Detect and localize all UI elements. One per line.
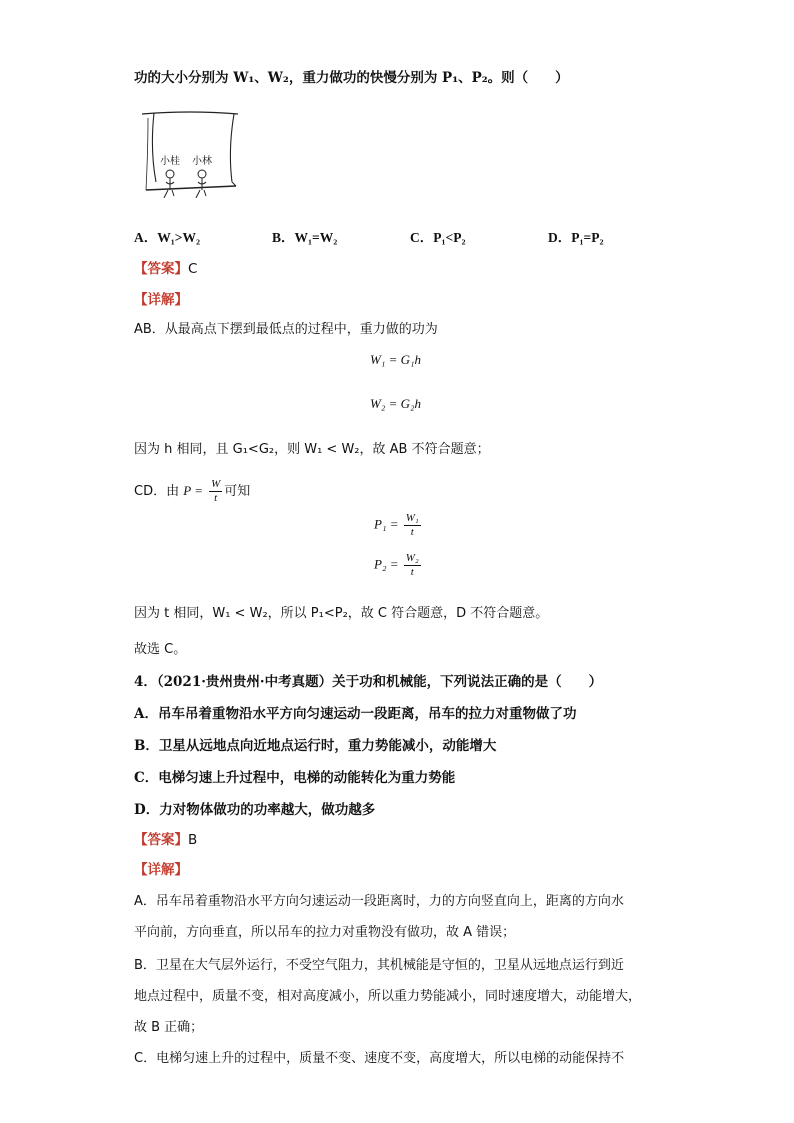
q4-option-a: A．吊车吊着重物沿水平方向匀速运动一段距离，吊车的拉力对重物做了功	[134, 706, 577, 722]
option-c: C．P₁<P₂	[410, 230, 466, 245]
detail-because2-line: 因为 t 相同，W₁ < W₂，所以 P₁<P₂，故 C 符合题意，D 不符合题意。	[134, 606, 549, 621]
equation-p2	[374, 552, 423, 579]
q4-detail-tag	[134, 858, 188, 878]
q4-detail-line: 地点过程中，质量不变，相对高度减小，所以重力势能减小，同时速度增大，动能增大，	[134, 989, 642, 1004]
detail-ab-line: AB．从最高点下摆到最低点的过程中，重力做的功为	[134, 322, 438, 337]
option-d: D．P₁=P₂	[548, 230, 604, 245]
eq-p1-fraction	[404, 512, 421, 539]
q4-detail-line: B．卫星在大气层外运行，不受空气阻力，其机械能是守恒的，卫星从远地点运行到近	[134, 958, 624, 973]
eq-p2-left: P₂ =	[374, 556, 399, 572]
detail-tag	[134, 288, 188, 308]
question-4-stem: 4．（2021·贵州贵州·中考真题）关于功和机械能，下列说法正确的是（ ）	[134, 674, 603, 690]
option-a: A．W₁>W₂	[134, 230, 201, 245]
q4-detail-tag-text: 【详解】	[134, 862, 188, 878]
q4-detail-line: 故 B 正确；	[134, 1020, 204, 1035]
q4-option-c: C．电梯匀速上升过程中，电梯的动能转化为重力势能	[134, 770, 456, 786]
q4-answer-line	[134, 828, 197, 848]
detail-cd-line	[134, 478, 250, 505]
figure-label-right: 小林	[192, 156, 212, 167]
answer-line	[134, 257, 197, 277]
fraction-denominator: t	[410, 566, 414, 578]
swing-figure	[140, 110, 240, 198]
fraction-numerator: W₂	[405, 552, 419, 564]
eq-p1-left: P₁ =	[374, 516, 399, 532]
fraction-denominator: t	[410, 526, 414, 538]
option-b: B．W₁=W₂	[272, 230, 338, 245]
q4-option-d: D．力对物体做功的功率越大，做功越多	[134, 802, 376, 818]
figure-label-left: 小桂	[160, 156, 180, 167]
detail-because-line: 因为 h 相同，且 G₁<G₂，则 W₁ < W₂，故 AB 不符合题意；	[134, 442, 490, 457]
fraction-numerator: W	[211, 478, 221, 490]
q4-option-b: B．卫星从远地点向近地点运行时，重力势能减小，动能增大	[134, 738, 497, 754]
q4-detail-line: 平向前，方向垂直，所以吊车的拉力对重物没有做功，故 A 错误；	[134, 925, 516, 940]
fraction-numerator: W₁	[405, 512, 419, 524]
q4-answer-tag: 【答案】	[134, 832, 188, 848]
answer-tag: 【答案】	[134, 261, 188, 277]
detail-tag-text: 【详解】	[134, 292, 188, 308]
q4-detail-line: C．电梯匀速上升的过程中，质量不变、速度不变，高度增大，所以电梯的动能保持不	[134, 1051, 625, 1066]
cd-formula-fraction	[209, 478, 222, 505]
cd-suffix: 可知	[224, 484, 251, 499]
q4-detail-line: A．吊车吊着重物沿水平方向匀速运动一段距离时，力的方向竖直向上，距离的方向水	[134, 894, 624, 909]
equation-w1: W₁ = G₁h	[370, 352, 422, 367]
answer-value: C	[188, 261, 198, 277]
conclusion-line: 故选 C。	[134, 642, 187, 657]
cd-prefix: CD．由	[134, 484, 180, 499]
equation-w2: W₂ = G₂h	[370, 396, 422, 411]
q4-answer-value: B	[188, 832, 198, 848]
fraction-denominator: t	[214, 492, 218, 504]
eq-p2-fraction	[404, 552, 421, 579]
question-stem-line: 功的大小分别为 W₁、W₂，重力做功的快慢分别为 P₁、P₂。则（ ）	[134, 70, 569, 86]
swing-illustration	[140, 110, 240, 198]
equation-p1	[374, 512, 423, 539]
cd-formula-left: P =	[183, 483, 203, 498]
